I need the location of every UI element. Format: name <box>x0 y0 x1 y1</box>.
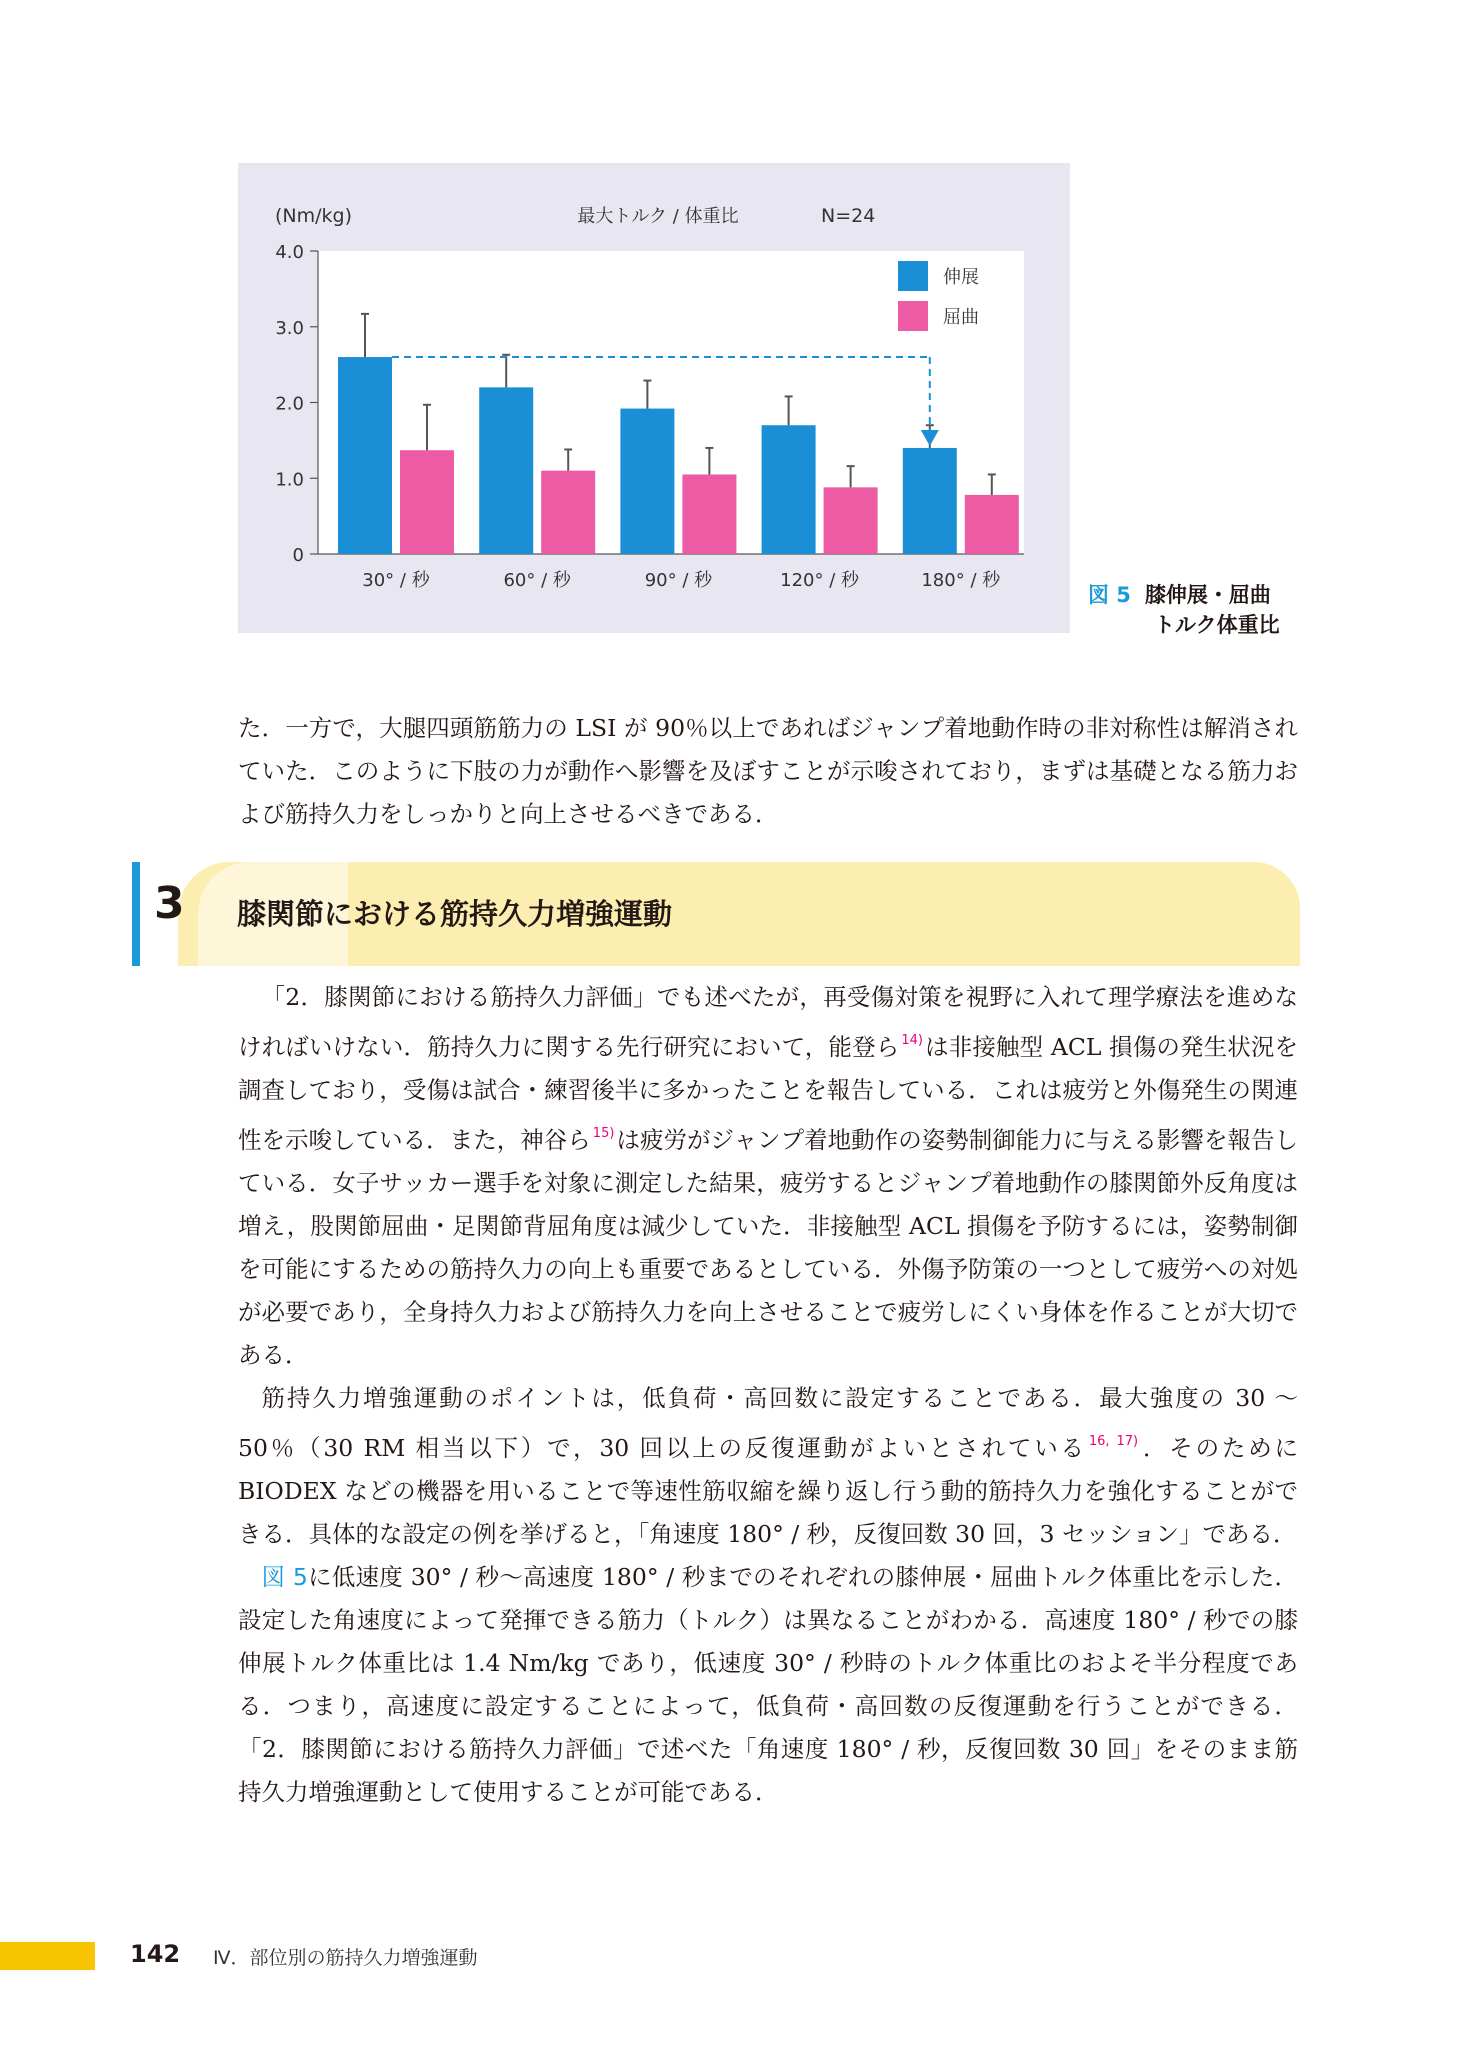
y-tick-label: 2.0 <box>275 393 304 415</box>
p2-text-b: ．そのために BIODEX などの機器を用いることで等速性筋収縮を繰り返し行う動的筋持久力を強化することができる．具体的な設定の例を挙げると，「角速度 180° / 秒，反復回数 30 回，3 セッション」である． <box>238 1434 1299 1548</box>
intro-text: た．一方で，大腿四頭筋筋力の LSI が 90％以上であればジャンプ着地動作時の非対称性は解消されていた．このように下肢の力が動作へ影響を及ぼすことが示唆されており，まずは基礎となる筋力および筋持久力をしっかりと向上させるべきである． <box>238 714 1298 828</box>
page-number: 142 <box>130 1940 181 1968</box>
x-tick-label: 180° / 秒 <box>921 570 1001 591</box>
figure-caption <box>1088 580 1300 640</box>
bar-extension <box>762 425 816 554</box>
bar-flexion <box>965 495 1019 554</box>
section-heading <box>132 862 1300 966</box>
bar-extension <box>479 387 533 554</box>
footer-chapter-title: Ⅳ．部位別の筋持久力増強運動 <box>213 1947 478 1969</box>
body-paragraph-2 <box>238 1377 1298 1556</box>
p3-text: に低速度 30° / 秒～高速度 180° / 秒までのそれぞれの膝伸展・屈曲トルク体重比を示した．設定した角速度によって発揮できる筋力（トルク）は異なることがわかる．高速度 180° / 秒での膝伸展トルク体重比は 1.4 Nm/kg であり，低速度 30° / 秒時のトルク体重比のおよそ半分程度である．つまり，高速度に設定することによって，低負荷・高回数の反復運動を行うことができる．「2．膝関節における筋持久力評価」で述べた「角速度 180° / 秒，反復回数 30 回」をそのまま筋持久力増強運動として使用することが可能である． <box>238 1563 1298 1806</box>
intro-paragraph <box>238 707 1298 836</box>
section-title: 膝関節における筋持久力増強運動 <box>237 897 673 931</box>
bar-flexion <box>400 450 454 554</box>
body-text <box>238 976 1298 1814</box>
bar-flexion <box>682 474 736 554</box>
y-tick-label: 1.0 <box>275 469 304 491</box>
bar-chart <box>238 163 1070 633</box>
section-accent-bar <box>132 862 140 966</box>
x-tick-label: 60° / 秒 <box>503 570 571 591</box>
bar-extension <box>338 357 392 554</box>
figure-reference[interactable]: 図 5 <box>261 1563 308 1591</box>
chart-ylabel: (Nm/kg) <box>275 205 353 227</box>
x-tick-label: 120° / 秒 <box>780 570 860 591</box>
caption-line2: トルク体重比 <box>1154 613 1280 637</box>
x-tick-label: 30° / 秒 <box>362 570 430 591</box>
figure-panel <box>238 163 1070 633</box>
bar-flexion <box>824 487 878 554</box>
chart-title: 最大トルク / 体重比 <box>577 206 739 227</box>
bar-extension <box>620 409 674 554</box>
body-paragraph-3 <box>238 1556 1298 1814</box>
p1-text-c: は疲労がジャンプ着地動作の姿勢制御能力に与える影響を報告している．女子サッカー選手を対象に測定した結果，疲労するとジャンプ着地動作の膝関節外反角度は増え，股関節屈曲・足関節背屈角度は減少していた．非接触型 ACL 損傷を予防するには，姿勢制御を可能にするための筋持久力の向上も重要であるとしている．外傷予防策の一つとして疲労への対処が必要であり，全身持久力および筋持久力を向上させることで疲労しにくい身体を作ることが大切である． <box>238 1126 1299 1369</box>
bar-extension <box>903 448 957 554</box>
y-tick-label: 3.0 <box>275 317 304 339</box>
y-tick-label: 0 <box>292 545 304 566</box>
caption-line1: 膝伸展・屈曲 <box>1144 583 1271 607</box>
caption-figure-number: 図 5 <box>1088 583 1131 607</box>
bar-flexion <box>541 471 595 554</box>
legend-label-flexion: 屈曲 <box>943 307 979 328</box>
p2-text-a: 筋持久力増強運動のポイントは，低負荷・高回数に設定することである．最大強度の 30 ～ 50％（30 RM 相当以下）で，30 回以上の反復運動がよいとされている <box>238 1384 1298 1462</box>
legend-swatch-extension <box>898 261 928 291</box>
p1-text-a: 「2．膝関節における筋持久力評価」でも述べたが，再受傷対策を視野に入れて理学療法を進めなければいけない．筋持久力に関する先行研究において，能登ら <box>238 983 1298 1061</box>
p1-text-b: は非接触型 ACL 損傷の発生状況を調査しており，受傷は試合・練習後半に多かったことを報告している．これは疲労と外傷発生の関連性を示唆している．また，神谷ら <box>238 1033 1299 1154</box>
citation-14: 14) <box>901 1033 923 1048</box>
chart-n-label: N=24 <box>821 205 876 227</box>
legend-label-extension: 伸展 <box>943 267 979 288</box>
citation-15: 15) <box>592 1126 615 1141</box>
body-paragraph-1 <box>238 976 1298 1377</box>
footer-accent-bar <box>0 1942 95 1970</box>
section-number: 3 <box>154 878 185 929</box>
legend-swatch-flexion <box>898 301 928 331</box>
y-tick-label: 4.0 <box>275 242 304 263</box>
x-tick-label: 90° / 秒 <box>644 570 713 591</box>
citation-16-17: 16, 17) <box>1088 1434 1139 1449</box>
